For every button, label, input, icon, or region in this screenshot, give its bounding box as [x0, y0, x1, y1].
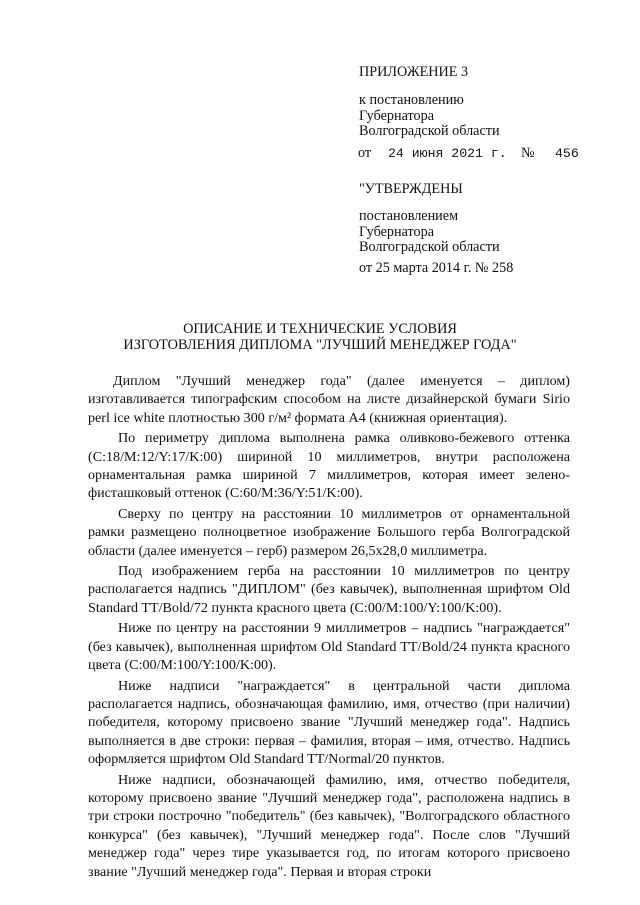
appendix-label: ПРИЛОЖЕНИЕ 3	[359, 64, 469, 80]
body-paragraph: Ниже по центру на расстоянии 9 миллиметров – надпись "награждается" (без кавычек), выполненная шрифтом Old Standard TT/Bold/24 пункта красного цвета (С:00/M:100/Y:100/K:00).	[88, 620, 570, 674]
approved-line: Губернатора	[359, 223, 435, 240]
decree-number: 456	[555, 146, 579, 161]
approved-date: от 25 марта 2014 г. № 258	[359, 260, 514, 276]
body-paragraph: Под изображением герба на расстоянии 10 миллиметров по центру располагается надпись "ДИПЛОМ" (без кавычек), выполненная шрифтом Old Standard TT/Bold/72 пункта красного цвета (С:00/M:100/Y:100/K:00).	[88, 563, 570, 616]
appendix-block	[359, 65, 468, 81]
body-paragraph: Диплом "Лучший менеджер года" (далее именуется – диплом) изготавливается типографским способом на листе дизайнерской бумаги Sirio perl ice white плотностью 300 г/м² формата А4 (книжная ориентация).	[88, 373, 570, 426]
approved-reference	[359, 209, 500, 256]
approved-line: постановлением	[359, 208, 459, 224]
approved-line: Волгоградской области	[359, 239, 500, 255]
body-paragraph: Ниже надписи "награждается" в центральной части диплома располагается надпись, обозначающая фамилию, имя, отчество (при наличии) победителя, которому присвоено звание "Лучший менеджер года". Надпись выполняется в две строки: первая – фамилия, вторая – имя, отчество. Надпись оформляется шрифтом Old Standard TT/Normal/20 пунктов.	[88, 677, 570, 768]
body-paragraph: Сверху по центру на расстоянии 10 миллиметров от орнаментальной рамки размещено полноцветное изображение Большого герба Волгоградской области (далее именуется – герб) размером 26,5х28,0 миллиметра.	[88, 505, 570, 559]
approved-block	[359, 182, 463, 198]
ref-line: Губернатора	[359, 107, 435, 124]
date-prefix: от	[358, 145, 372, 161]
document-body	[88, 372, 570, 883]
ref-line: к постановлению	[359, 92, 464, 108]
decree-date-line	[358, 146, 583, 162]
approved-title: "УТВЕРЖДЕНЫ	[359, 181, 463, 197]
number-sign: №	[521, 145, 535, 161]
decree-date: 24 июня 2021 г.	[388, 146, 507, 161]
body-paragraph: По периметру диплома выполнена рамка оливково-бежевого оттенка (С:18/M:12/Y:17/K:00) шириной 10 миллиметров, внутри расположена орнаментальная рамка шириной 7 миллиметров, которая имеет зелено-фисташковый оттенок (С:60/M:36/Y:51/K:00).	[88, 430, 570, 502]
document-title	[80, 322, 560, 353]
ref-line: Волгоградской области	[359, 123, 500, 139]
reference-block	[359, 93, 500, 140]
approved-date-block	[359, 261, 513, 277]
title-line: ИЗГОТОВЛЕНИЯ ДИПЛОМА "ЛУЧШИЙ МЕНЕДЖЕР ГОДА"	[123, 336, 517, 353]
title-line: ОПИСАНИЕ И ТЕХНИЧЕСКИЕ УСЛОВИЯ	[183, 321, 457, 337]
body-paragraph: Ниже надписи, обозначающей фамилию, имя, отчество победителя, которому присвоено звание "Лучший менеджер года", расположена надпись в три строки построчно "победитель" (без кавычек), "Волгоградского областного конкурса" (без кавычек), "Лучший менеджер года". После слов "Лучший менеджер года" через тире указывается год, по итогам которого присвоено звание "Лучший менеджер года". Первая и вторая строки	[88, 771, 570, 880]
